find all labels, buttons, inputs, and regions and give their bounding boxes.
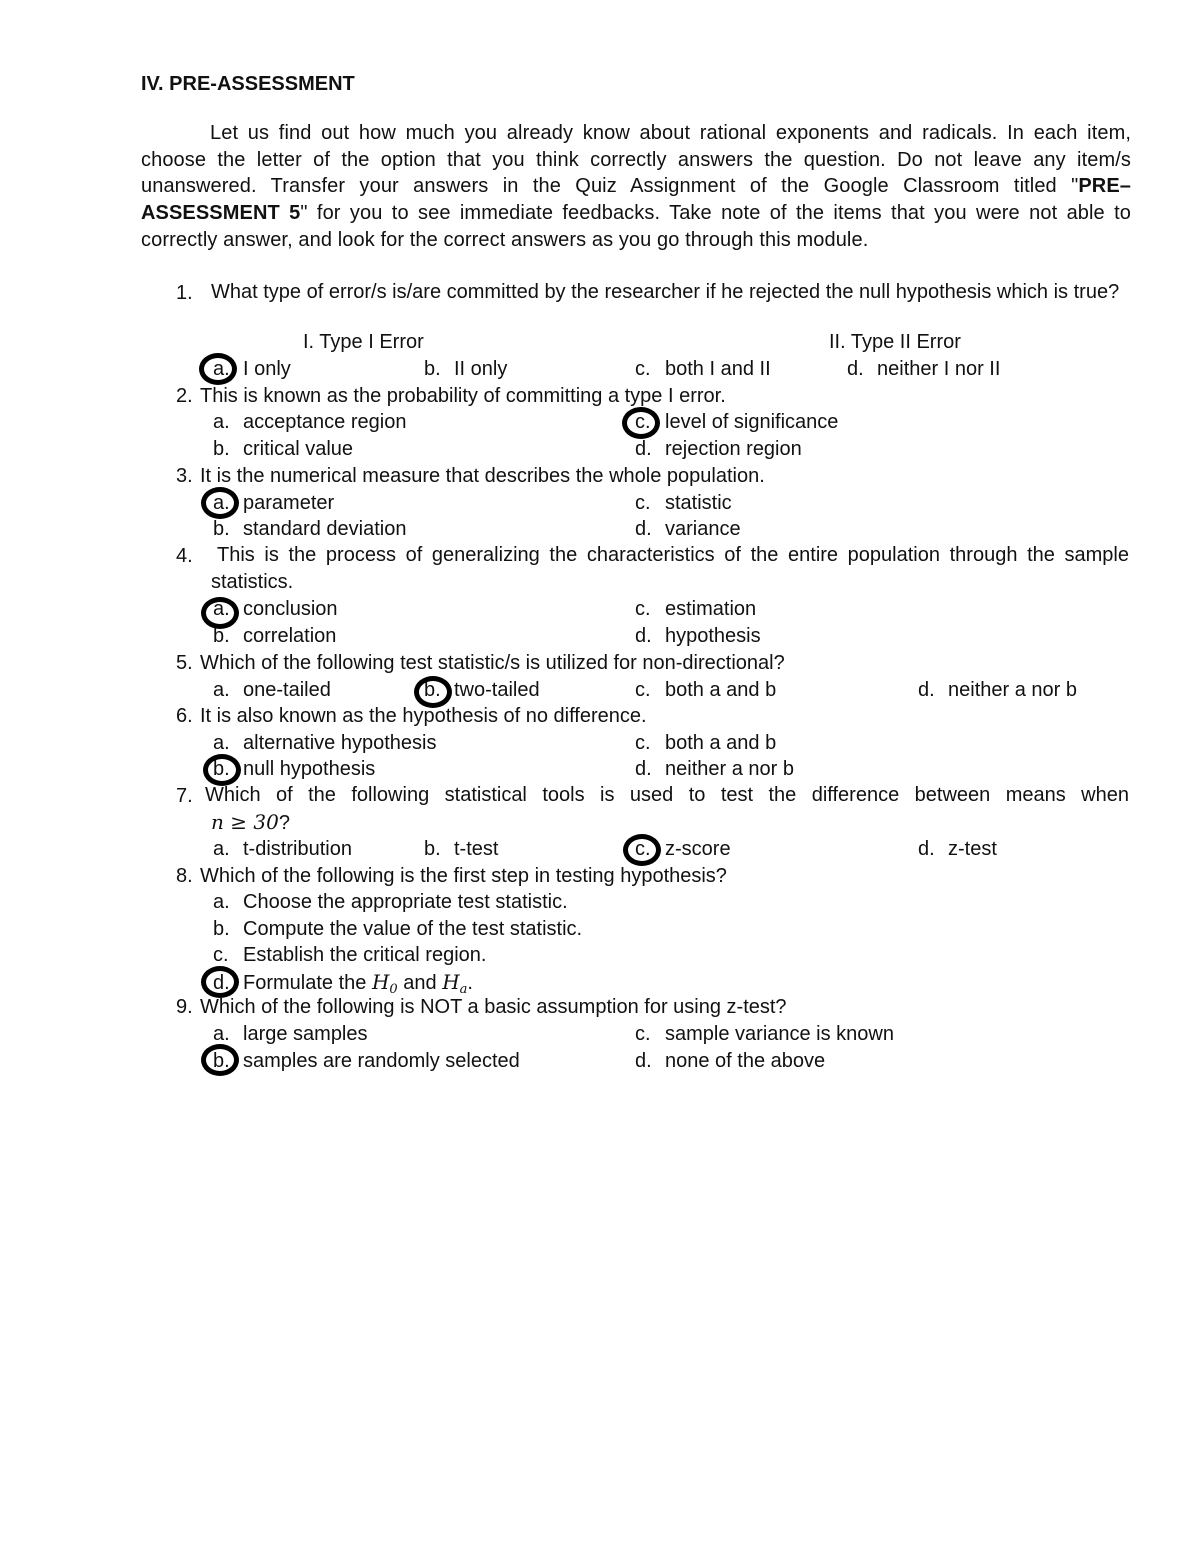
question-number: 1. [176, 282, 193, 304]
option-text: parameter [243, 492, 335, 514]
math-expression: n ≥ 30 [211, 810, 279, 834]
option-text: critical value [243, 438, 354, 460]
answer-circle-mark [623, 834, 661, 866]
option-letter: c. [635, 492, 651, 514]
option-text-and: and [403, 972, 437, 994]
option-a[interactable] [213, 839, 352, 859]
question-number: 5. [176, 652, 193, 674]
option-letter: c. [635, 598, 651, 620]
option-c[interactable] [635, 359, 771, 379]
option-d[interactable] [635, 1051, 825, 1071]
option-letter: b. [213, 518, 230, 540]
option-c[interactable] [635, 1024, 894, 1044]
question-number: 2. [176, 385, 193, 407]
question-math [211, 812, 290, 833]
option-c[interactable] [635, 680, 776, 700]
option-letter: a. [213, 411, 230, 433]
option-letter: d. [635, 758, 652, 780]
option-letter: a. [213, 732, 230, 754]
option-text: both a and b [665, 732, 777, 754]
option-letter: c. [635, 732, 651, 754]
option-text: sample variance is known [665, 1023, 894, 1045]
option-letter: d. [635, 438, 652, 460]
option-text: Choose the appropriate test statistic. [243, 891, 568, 913]
option-text: z-score [665, 838, 731, 860]
question-text: Which of the following is NOT a basic assumption for using z-test? [200, 996, 787, 1018]
option-d[interactable] [635, 439, 802, 459]
h-null-symbol: H [371, 970, 390, 994]
option-text: null hypothesis [243, 758, 376, 780]
option-text: variance [665, 518, 741, 540]
option-text: z-test [948, 838, 997, 860]
option-text: II only [454, 358, 508, 380]
option-d[interactable] [635, 519, 741, 539]
question-number: 7. [176, 785, 193, 807]
answer-circle-mark [201, 487, 239, 519]
option-letter: a. [213, 679, 230, 701]
option-text: one-tailed [243, 679, 331, 701]
question-number: 9. [176, 996, 193, 1018]
option-b[interactable] [213, 519, 406, 539]
option-c[interactable] [213, 945, 486, 965]
option-letter: d. [213, 972, 230, 994]
option-letter: b. [213, 625, 230, 647]
option-letter: c. [635, 838, 651, 860]
option-b[interactable] [213, 626, 336, 646]
question-number: 3. [176, 465, 193, 487]
question-text: What type of error/s is/are committed by the researcher if he rejected the null hypothesis which is true? [211, 281, 1120, 303]
option-text: Compute the value of the test statistic. [243, 918, 583, 940]
option-c[interactable] [635, 412, 838, 432]
option-a[interactable] [213, 892, 568, 912]
option-text: two-tailed [454, 679, 540, 701]
question-number: 6. [176, 705, 193, 727]
option-letter: c. [213, 944, 229, 966]
option-text: neither I nor II [877, 358, 1001, 380]
answer-circle-mark [201, 966, 239, 998]
option-c[interactable] [635, 733, 776, 753]
option-text: statistic [665, 492, 732, 514]
option-text: Formulate the [243, 972, 367, 994]
option-letter: a. [213, 492, 230, 514]
option-d[interactable] [213, 972, 473, 996]
option-text: correlation [243, 625, 337, 647]
h-alt-symbol: H [442, 970, 460, 994]
option-text-period: . [467, 972, 473, 994]
option-text: rejection region [665, 438, 802, 460]
option-letter: d. [918, 679, 935, 701]
option-text: alternative hypothesis [243, 732, 437, 754]
option-d[interactable] [847, 359, 1000, 379]
option-text: standard deviation [243, 518, 407, 540]
option-letter: b. [213, 918, 230, 940]
option-b[interactable] [424, 839, 498, 859]
option-b[interactable] [424, 359, 507, 379]
option-letter: b. [424, 358, 441, 380]
option-letter: b. [213, 758, 230, 780]
question-text: This is known as the probability of committing a type I error. [200, 385, 726, 407]
option-letter: b. [213, 1050, 230, 1072]
option-text: both a and b [665, 679, 777, 701]
option-a[interactable] [213, 733, 436, 753]
option-c[interactable] [635, 493, 732, 513]
option-letter: d. [847, 358, 864, 380]
option-letter: c. [635, 1023, 651, 1045]
option-text: estimation [665, 598, 757, 620]
intro-bold-title: PRE–ASSESSMENT 5 [141, 175, 1131, 225]
question-text: It is the numerical measure that describes the whole population. [200, 465, 765, 487]
option-letter: c. [635, 358, 651, 380]
intro-paragraph [141, 120, 1131, 254]
option-letter: d. [635, 1050, 652, 1072]
statement-2: II. Type II Error [829, 331, 961, 353]
option-letter: a. [213, 358, 230, 380]
option-letter: d. [635, 625, 652, 647]
option-b[interactable] [213, 439, 353, 459]
option-letter: b. [424, 838, 441, 860]
answer-circle-mark [201, 1044, 239, 1076]
question-text: Which of the following statistical tools is used to test the difference between means when [205, 784, 1129, 806]
question-text: This is the process of generalizing the characteristics of the entire population through the sample statistics. [211, 544, 1129, 593]
option-text: samples are randomly selected [243, 1050, 520, 1072]
option-letter: d. [918, 838, 935, 860]
question-number: 8. [176, 865, 193, 887]
option-letter: a. [213, 838, 230, 860]
statement-1: I. Type I Error [303, 331, 424, 353]
option-a[interactable] [213, 412, 406, 432]
option-text: t-test [454, 838, 499, 860]
section-heading: IV. PRE-ASSESSMENT [141, 73, 355, 95]
option-text: acceptance region [243, 411, 407, 433]
option-letter: a. [213, 1023, 230, 1045]
option-b[interactable] [213, 919, 582, 939]
option-b[interactable] [213, 1051, 520, 1071]
math-suffix: ? [278, 812, 290, 834]
option-text: level of significance [665, 411, 839, 433]
option-text: both I and II [665, 358, 771, 380]
answer-circle-mark [622, 407, 660, 439]
h-alt-subscript: a [459, 982, 468, 997]
intro-text-2: " for you to see immediate feedbacks. Take note of the items that you were not able to correctly answer, and look for the correct answers as you go through this module. [141, 202, 1132, 251]
option-letter: b. [424, 679, 441, 701]
question-text: Which of the following test statistic/s is utilized for non-directional? [200, 652, 785, 674]
option-d[interactable] [635, 626, 761, 646]
option-text: large samples [243, 1023, 368, 1045]
option-a[interactable] [213, 1024, 368, 1044]
option-text: Establish the critical region. [243, 944, 487, 966]
question-text: Which of the following is the first step in testing hypothesis? [200, 865, 727, 887]
option-letter: c. [635, 411, 651, 433]
option-text: t-distribution [243, 838, 352, 860]
question-text: It is also known as the hypothesis of no difference. [200, 705, 647, 727]
answer-circle-mark [201, 597, 239, 629]
h-null-subscript: 0 [389, 982, 398, 997]
option-text: neither a nor b [665, 758, 794, 780]
question-number: 4. [176, 545, 193, 567]
option-d[interactable] [918, 839, 997, 859]
option-letter: a. [213, 598, 230, 620]
option-text: I only [243, 358, 291, 380]
option-c[interactable] [635, 599, 756, 619]
option-text: neither a nor b [948, 679, 1077, 701]
option-letter: c. [635, 679, 651, 701]
option-text: none of the above [665, 1050, 826, 1072]
option-d[interactable] [635, 759, 794, 779]
option-letter: d. [635, 518, 652, 540]
option-text: hypothesis [665, 625, 761, 647]
answer-circle-mark [414, 676, 452, 708]
option-text: conclusion [243, 598, 338, 620]
option-letter: b. [213, 438, 230, 460]
option-a[interactable] [213, 680, 331, 700]
answer-circle-mark [199, 353, 237, 385]
option-d[interactable] [918, 680, 1077, 700]
intro-text-1: Let us find out how much you already know about rational exponents and radicals. In each item, choose the letter of the option that you think correctly answers the question. Do not leave any item/s unanswered. Transfer your answers in the Quiz Assignment of the Google Classroom titled " [141, 122, 1131, 198]
option-letter: a. [213, 891, 230, 913]
